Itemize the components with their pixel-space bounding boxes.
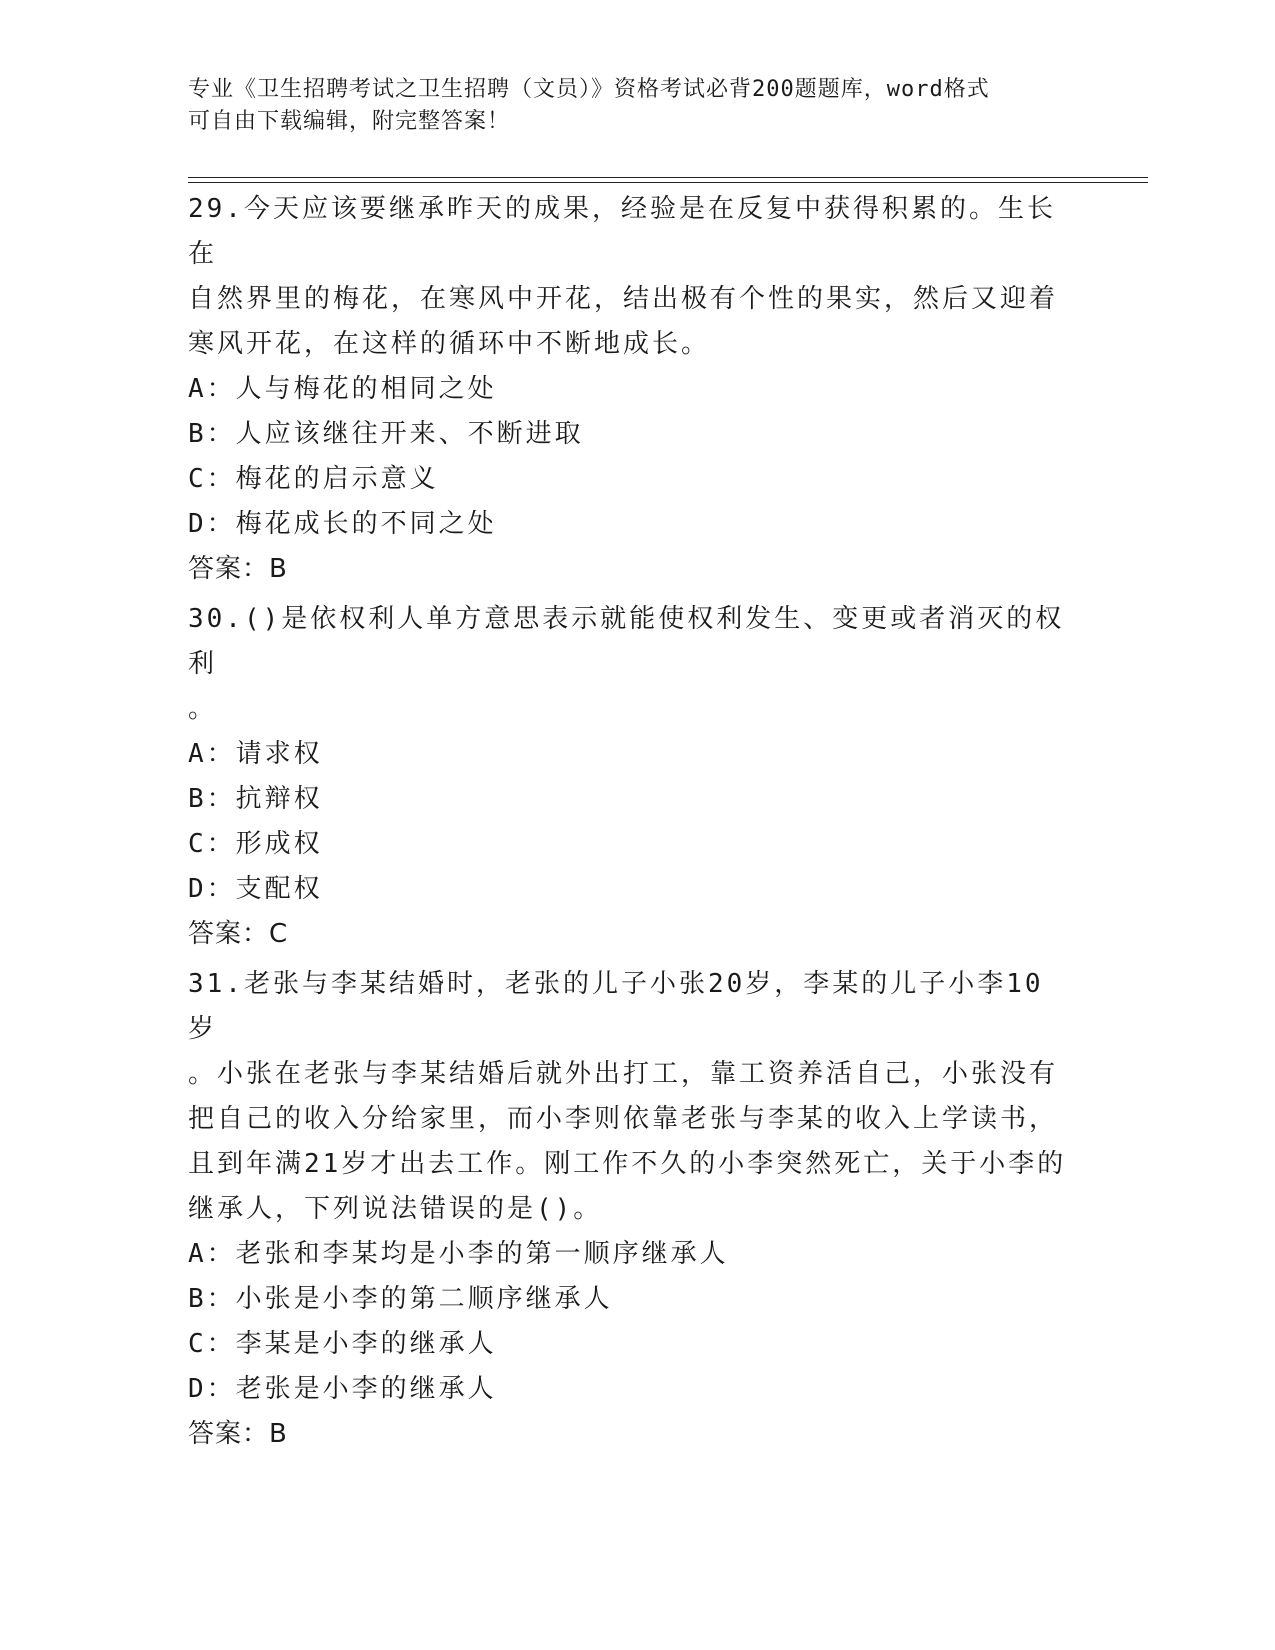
stem-line: 。: [188, 694, 218, 724]
header-line-2: 可自由下载编辑，附完整答案！: [188, 109, 511, 134]
option-b: B：人应该继往开来、不断进取: [188, 419, 584, 449]
option-c: C：形成权: [188, 829, 323, 859]
stem-line: 寒风开花，在这样的循环中不断地成长。: [188, 329, 711, 359]
option-a: A：请求权: [188, 739, 323, 769]
question-30: [188, 597, 1068, 957]
stem-line: 且到年满21岁才出去工作。刚工作不久的小李突然死亡，关于小李的: [188, 1149, 1067, 1179]
header-divider-bottom: [188, 182, 1148, 183]
answer-line: 答案：B: [188, 554, 288, 584]
header-line-1: 专业《卫生招聘考试之卫生招聘（文员）》资格考试必背200题题库，word格式: [188, 77, 990, 102]
answer-line: 答案：C: [188, 919, 289, 949]
stem-line: 把自己的收入分给家里，而小李则依靠老张与李某的收入上学读书，: [188, 1104, 1059, 1134]
stem-line: 30.()是依权利人单方意思表示就能使权利发生、变更或者消灭的权利: [188, 604, 1065, 679]
option-b: B：抗辩权: [188, 784, 323, 814]
option-a: A：人与梅花的相同之处: [188, 374, 497, 404]
question-stem: [188, 187, 1068, 367]
question-stem: [188, 962, 1068, 1232]
stem-line: 继承人，下列说法错误的是()。: [188, 1194, 603, 1224]
answer-line: 答案：B: [188, 1419, 288, 1449]
stem-line: 自然界里的梅花，在寒风中开花，结出极有个性的果实，然后又迎着: [188, 284, 1059, 314]
option-d: D：老张是小李的继承人: [188, 1374, 497, 1404]
question-stem: [188, 597, 1068, 732]
header-divider-top: [188, 177, 1148, 178]
stem-line: 。小张在老张与李某结婚后就外出打工，靠工资养活自己，小张没有: [188, 1059, 1059, 1089]
option-b: B：小张是小李的第二顺序继承人: [188, 1284, 613, 1314]
stem-line: 31.老张与李某结婚时，老张的儿子小张20岁，李某的儿子小李10岁: [188, 969, 1044, 1044]
option-c: C：梅花的启示意义: [188, 464, 439, 494]
option-d: D：支配权: [188, 874, 323, 904]
question-31: [188, 962, 1068, 1457]
question-29: [188, 187, 1068, 592]
stem-line: 29.今天应该要继承昨天的成果，经验是在反复中获得积累的。生长在: [188, 194, 1056, 269]
option-a: A：老张和李某均是小李的第一顺序继承人: [188, 1239, 729, 1269]
option-c: C：李某是小李的继承人: [188, 1329, 497, 1359]
document-header: [188, 74, 1088, 138]
option-d: D：梅花成长的不同之处: [188, 509, 497, 539]
